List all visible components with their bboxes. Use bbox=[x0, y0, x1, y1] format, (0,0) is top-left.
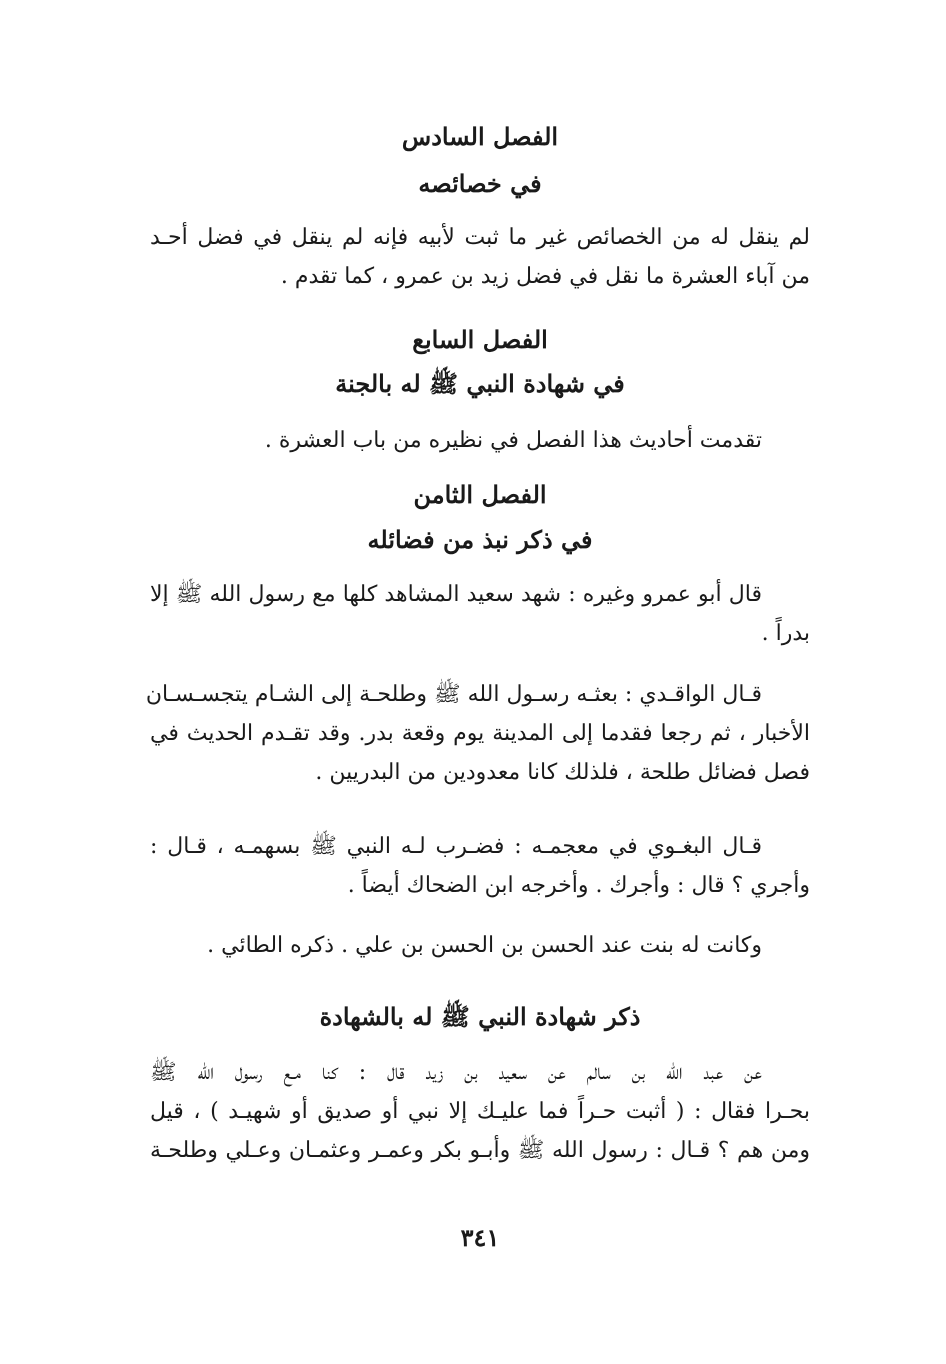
chapter-eight-title: الفصل الثامن bbox=[413, 480, 547, 509]
chapter-six-subtitle: في خصائصه bbox=[418, 169, 542, 198]
text-line: لم ينقل له من الخصائص غير ما ثبت لأبيه فإنه لم ينقل في فضل أحـد bbox=[150, 225, 810, 250]
chapter-seven-title: الفصل السابع bbox=[412, 325, 548, 354]
text-line: تقدمت أحاديث هذا الفصل في نظيره من باب العشرة . bbox=[264, 428, 762, 453]
text-line: قـال الواقـدي : بعثـه رسـول الله ﷺ وطلحـة إلى الشـام يتجسـسـان bbox=[145, 682, 762, 707]
martyrdom-paragraph bbox=[150, 1053, 810, 1170]
text-line: من آباء العشرة ما نقل في فضل زيد بن عمرو ، كما تقدم . bbox=[280, 264, 810, 289]
chapter-eight-subtitle: في ذكر نبذ من فضائله bbox=[367, 525, 593, 554]
text-line: قـال البغـوي في معجمـه : فضـرب لـه النبي ﷺ بسهمـه ، قـال : bbox=[150, 834, 762, 859]
chapter-six-title: الفصل السادس bbox=[401, 122, 559, 151]
text-line: بحـرا فقال : ( أثبت حـراً فما عليـك إلا نبي أو صديق أو شهيـد ) ، قيل bbox=[150, 1099, 810, 1124]
chapter-eight-paragraph-3 bbox=[150, 827, 810, 905]
chapter-eight-paragraph-4 bbox=[150, 926, 810, 965]
text-line: بدراً . bbox=[761, 621, 810, 646]
book-page bbox=[145, 0, 810, 1364]
chapter-eight-paragraph-2 bbox=[145, 675, 810, 792]
text-line: قال أبو عمرو وغيره : شهد سعيد المشاهد كلها مع رسول الله ﷺ إلا bbox=[150, 582, 762, 607]
text-line: عن عبد الله بن سالم عن سعيد بن زيد قال : كنا مـع رسول الله ﷺ bbox=[150, 1060, 762, 1085]
chapter-eight-paragraph-1 bbox=[150, 575, 810, 653]
chapter-seven-paragraph bbox=[150, 421, 810, 460]
page-number: ٣٤١ bbox=[460, 1223, 500, 1252]
chapter-six-paragraph bbox=[150, 218, 810, 296]
text-line: الأخبار ، ثم رجعا فقدما إلى المدينة يوم وقعة بدر. وقد تقـدم الحديث في bbox=[150, 721, 810, 746]
martyrdom-section-title: ذكر شهادة النبي ﷺ له بالشهادة bbox=[319, 1002, 641, 1031]
chapter-seven-subtitle: في شهادة النبي ﷺ له بالجنة bbox=[335, 369, 625, 398]
text-line: وأجري ؟ قال : وأجرك . وأخرجه ابن الضحاك أيضاً . bbox=[347, 873, 810, 898]
text-line: ومن هم ؟ قـال : رسول الله ﷺ وأبـو بكر وعمـر وعثمـان وعـلي وطلحـة bbox=[150, 1138, 810, 1163]
text-line: فصل فضائل طلحة ، فلذلك كانا معدودين من البدريين . bbox=[315, 760, 810, 785]
text-line: وكانت له بنت عند الحسن بن الحسن بن علي . ذكره الطائي . bbox=[207, 933, 762, 958]
